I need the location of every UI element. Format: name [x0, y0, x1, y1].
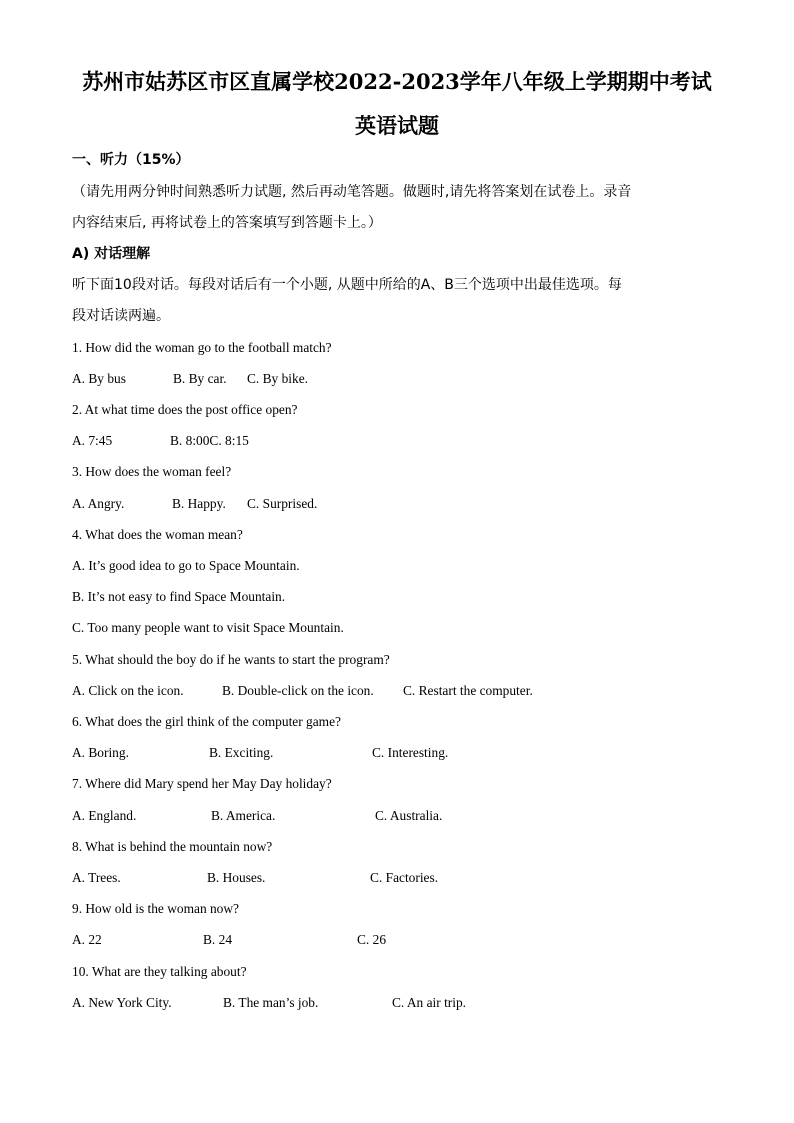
- q5-option-c: C. Restart the computer.: [403, 683, 533, 698]
- question-4: 4. What does the woman mean?: [72, 527, 243, 542]
- exam-title: 苏州市姑苏区市区直属学校2022-2023学年八年级上学期期中考试: [82, 69, 712, 94]
- q5-option-a: A. Click on the icon.: [72, 683, 184, 698]
- q3-option-b: B. Happy.: [172, 496, 226, 511]
- question-2: 2. At what time does the post office open?: [72, 402, 298, 417]
- q6-option-b: B. Exciting.: [209, 745, 274, 760]
- instructions-line: （请先用两分钟时间熟悉听力试题, 然后再动笔答题。做题时,请先将答案划在试卷上。录音: [72, 184, 632, 200]
- q7-option-c: C. Australia.: [375, 808, 443, 823]
- q6-option-c: C. Interesting.: [372, 745, 449, 760]
- q10-option-a: A. New York City.: [72, 995, 172, 1010]
- part-a-directions: [72, 275, 722, 337]
- q10-option-b: B. The man’s job.: [223, 995, 319, 1010]
- q3-option-c: C. Surprised.: [247, 496, 318, 511]
- directions-line: 听下面10段对话。每段对话后有一个小题, 从题中所给的A、B三个选项中出最佳选项。每: [72, 277, 622, 293]
- q9-option-c: C. 26: [357, 932, 387, 947]
- q7-option-a: A. England.: [72, 808, 137, 823]
- exam-subject-title: 英语试题: [355, 113, 439, 138]
- question-8: 8. What is behind the mountain now?: [72, 839, 273, 854]
- question-9: 9. How old is the woman now?: [72, 901, 239, 916]
- q4-option-a: A. It’s good idea to go to Space Mountain.: [72, 558, 300, 573]
- q7-option-b: B. America.: [211, 808, 276, 823]
- instructions: [72, 182, 722, 244]
- part-a-heading: A) 对话理解: [72, 246, 151, 262]
- q4-option-b: B. It’s not easy to find Space Mountain.: [72, 589, 286, 604]
- section-heading: 一、听力（15%）: [72, 152, 190, 168]
- q6-option-a: A. Boring.: [72, 745, 129, 760]
- directions-line: 段对话读两遍。: [72, 308, 170, 324]
- q10-option-c: C. An air trip.: [392, 995, 467, 1010]
- question-1: 1. How did the woman go to the football match?: [72, 340, 332, 355]
- q1-option-c: C. By bike.: [247, 371, 309, 386]
- q9-option-a: A. 22: [72, 932, 102, 947]
- instructions-line: 内容结束后, 再将试卷上的答案填写到答题卡上。）: [72, 215, 382, 231]
- q9-option-b: B. 24: [203, 932, 233, 947]
- question-3: 3. How does the woman feel?: [72, 464, 232, 479]
- q3-option-a: A. Angry.: [72, 496, 125, 511]
- q2-option-bc: B. 8:00C. 8:15: [170, 433, 249, 448]
- q4-option-c: C. Too many people want to visit Space Mountain.: [72, 620, 344, 635]
- q8-option-c: C. Factories.: [370, 870, 439, 885]
- q5-option-b: B. Double-click on the icon.: [222, 683, 374, 698]
- q2-option-a: A. 7:45: [72, 433, 113, 448]
- question-10: 10. What are they talking about?: [72, 964, 247, 979]
- question-6: 6. What does the girl think of the computer game?: [72, 714, 341, 729]
- q8-option-a: A. Trees.: [72, 870, 121, 885]
- q1-option-a: A. By bus: [72, 371, 126, 386]
- question-7: 7. Where did Mary spend her May Day holiday?: [72, 776, 332, 791]
- q8-option-b: B. Houses.: [207, 870, 266, 885]
- q1-option-b: B. By car.: [173, 371, 227, 386]
- question-5: 5. What should the boy do if he wants to start the program?: [72, 652, 390, 667]
